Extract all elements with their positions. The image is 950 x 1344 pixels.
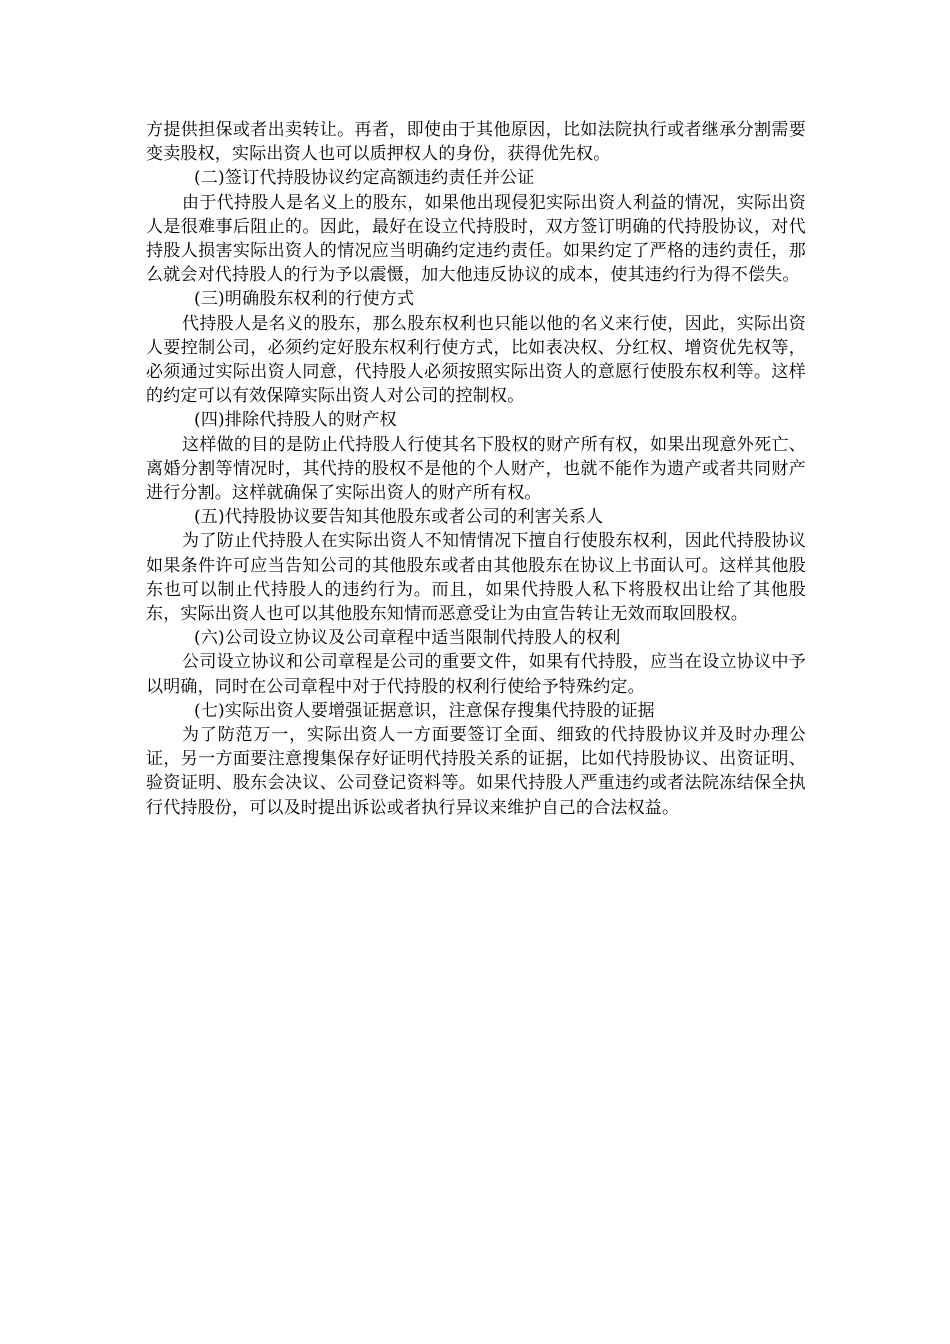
- paragraph-5: 为了防止代持股人在实际出资人不知情情况下擅自行使股东权利，因此代持股协议如果条件许可应当告知公司的其他股东或者由其他股东在协议上书面认可。这样其他股东也可以制止代持股人的违约行为。而且，如果代持股人私下将股权出让给了其他股东，实际出资人也可以其他股东知情而恶意受让为由宣告转让无效而取回股权。: [146, 531, 806, 625]
- document-page: [146, 118, 806, 820]
- section-heading-4: (四)排除代持股人的财产权: [194, 410, 397, 431]
- section-heading-6: (六)公司设立协议及公司章程中适当限制代持股人的权利: [194, 628, 621, 649]
- paragraph-6: 公司设立协议和公司章程是公司的重要文件，如果有代持股，应当在设立协议中予以明确，同时在公司章程中对于代持股的权利行使给予特殊约定。: [146, 652, 806, 697]
- paragraph-7: 为了防范万一，实际出资人一方面要签订全面、细致的代持股协议并及时办理公证，另一方面要注意搜集保存好证明代持股关系的证据，比如代持股协议、出资证明、验资证明、股东会决议、公司登记资料等。如果代持股人严重违约或者法院冻结保全执行代持股份，可以及时提出诉讼或者执行异议来维护自己的合法权益。: [146, 725, 806, 818]
- section-heading-2: (二)签订代持股协议约定高额违约责任并公证: [194, 168, 535, 189]
- section-heading-3: (三)明确股东权利的行使方式: [194, 289, 415, 310]
- section-heading-7: (七)实际出资人要增强证据意识，注意保存搜集代持股的证据: [194, 700, 655, 721]
- paragraph-4: 这样做的目的是防止代持股人行使其名下股权的财产所有权，如果出现意外死亡、离婚分割等情况时，其代持的股权不是他的个人财产，也就不能作为遗产或者共同财产进行分割。这样就确保了实际出资人的财产所有权。: [146, 434, 806, 504]
- paragraph-2: 由于代持股人是名义上的股东，如果他出现侵犯实际出资人利益的情况，实际出资人是很难事后阻止的。因此，最好在设立代持股时，双方签订明确的代持股协议，对代持股人损害实际出资人的情况应当明确约定违约责任。如果约定了严格的违约责任，那么就会对代持股人的行为予以震慑，加大他违反协议的成本，使其违约行为得不偿失。: [146, 192, 806, 286]
- paragraph-continuation: 方提供担保或者出卖转让。再者，即使由于其他原因，比如法院执行或者继承分割需要变卖股权，实际出资人也可以质押权人的身份，获得优先权。: [146, 120, 806, 165]
- section-heading-5: (五)代持股协议要告知其他股东或者公司的利害关系人: [194, 507, 604, 528]
- paragraph-3: 代持股人是名义的股东，那么股东权利也只能以他的名义来行使，因此，实际出资人要控制公司，必须约定好股东权利行使方式，比如表决权、分红权、增资优先权等，必须通过实际出资人同意，代持股人必须按照实际出资人的意愿行使股东权利等。这样的约定可以有效保障实际出资人对公司的控制权。: [146, 313, 806, 407]
